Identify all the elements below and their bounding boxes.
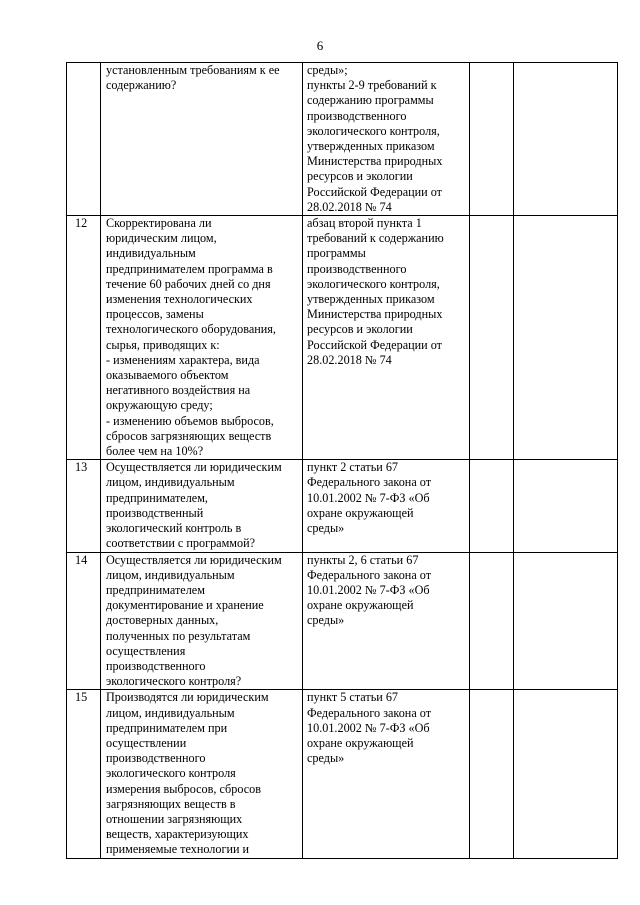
legal-reference-cell [303, 552, 470, 690]
question-cell-line: документирование и хранение [106, 598, 264, 613]
legal-reference-cell-line: Российской Федерации от [307, 337, 442, 352]
legal-reference-cell-line: ресурсов и экологии [307, 322, 413, 337]
question-cell-line: веществ, характеризующих [106, 827, 249, 842]
question-cell-line: оказываемого объектом [106, 368, 229, 383]
legal-reference-cell-line: Российской Федерации от [307, 184, 442, 199]
answer-cell [470, 552, 514, 690]
note-cell [514, 63, 618, 216]
question-cell [101, 690, 303, 858]
question-cell-line: технологического оборудования, [106, 322, 276, 337]
answer-cell [470, 216, 514, 460]
legal-reference-cell-line: программы [307, 246, 366, 261]
question-cell-line: отношении загрязняющих [106, 811, 243, 826]
question-cell-line: соответствии с программой? [106, 536, 256, 551]
row-number-cell: 14 [67, 552, 101, 690]
question-cell-line: лицом, индивидуальным [106, 705, 235, 720]
question-cell-line: производственный [106, 505, 204, 520]
question-cell [101, 216, 303, 460]
legal-reference-cell-line: 28.02.2018 № 74 [307, 199, 392, 214]
legal-reference-cell-line: производственного [307, 108, 407, 123]
answer-cell [470, 690, 514, 858]
row-number-cell [67, 63, 101, 216]
row-number-cell: 13 [67, 460, 101, 552]
legal-reference-cell-line: ресурсов и экологии [307, 169, 413, 184]
legal-reference-cell-line: утвержденных приказом [307, 139, 435, 154]
legal-reference-cell-line: требований к содержанию [307, 231, 444, 246]
question-cell-line: - изменениям характера, вида [106, 352, 260, 367]
question-cell [101, 63, 303, 216]
question-cell-line: лицом, индивидуальным [106, 567, 235, 582]
question-cell [101, 460, 303, 552]
question-cell-line: производственного [106, 751, 206, 766]
question-cell-line: Скорректирована ли [106, 216, 212, 231]
question-cell-line: установленным требованиям к ее [106, 63, 280, 77]
legal-reference-cell-line: экологического контроля, [307, 123, 440, 138]
question-cell-line: Осуществляется ли юридическим [106, 552, 282, 567]
legal-reference-cell-line: пункт 2 статьи 67 [307, 460, 399, 475]
question-cell-line: сбросов загрязняющих веществ [106, 428, 272, 443]
legal-reference-cell-line: охране окружающей [307, 505, 414, 520]
legal-reference-cell-line: пункты 2, 6 статьи 67 [307, 552, 419, 567]
question-cell-line: измерения выбросов, сбросов [106, 781, 261, 796]
legal-reference-cell-line: Федерального закона от [307, 567, 432, 582]
question-cell-line: Осуществляется ли юридическим [106, 460, 282, 475]
question-cell-line: юридическим лицом, [106, 231, 217, 246]
table-row [67, 460, 618, 552]
table-row [67, 63, 618, 216]
question-cell-line: сырья, приводящих к: [106, 337, 220, 352]
question-cell-line: предпринимателем, [106, 490, 208, 505]
legal-reference-cell-line: производственного [307, 261, 407, 276]
question-cell-line: процессов, замены [106, 307, 204, 322]
legal-reference-cell-line: пункт 5 статьи 67 [307, 690, 399, 705]
question-cell-line: изменения технологических [106, 292, 253, 307]
legal-reference-cell-line: содержанию программы [307, 93, 434, 108]
checklist-table [66, 62, 618, 859]
legal-reference-cell-line: экологического контроля, [307, 276, 440, 291]
note-cell [514, 460, 618, 552]
question-cell-line: предпринимателем [106, 582, 205, 597]
legal-reference-cell-line: Федерального закона от [307, 705, 432, 720]
table-row [67, 690, 618, 858]
legal-reference-cell-line: Министерства природных [307, 307, 443, 322]
question-cell-line: полученных по результатам [106, 628, 251, 643]
legal-reference-cell-line: охране окружающей [307, 598, 414, 613]
legal-reference-cell-line: утвержденных приказом [307, 292, 435, 307]
legal-reference-cell-line: среды» [307, 613, 345, 628]
legal-reference-cell-line: абзац второй пункта 1 [307, 216, 422, 231]
question-cell-line: экологического контроля? [106, 674, 242, 689]
legal-reference-cell [303, 63, 470, 216]
legal-reference-cell [303, 690, 470, 858]
legal-reference-cell-line: среды» [307, 751, 345, 766]
question-cell-line: индивидуальным [106, 246, 196, 261]
note-cell [514, 552, 618, 690]
legal-reference-cell [303, 460, 470, 552]
question-cell-line: Производятся ли юридическим [106, 690, 269, 705]
question-cell-line: производственного [106, 658, 206, 673]
note-cell [514, 690, 618, 858]
legal-reference-cell-line: 10.01.2002 № 7-ФЗ «Об [307, 582, 430, 597]
question-cell [101, 552, 303, 690]
question-cell-line: предпринимателем программа в [106, 261, 273, 276]
note-cell [514, 216, 618, 460]
legal-reference-cell-line: 28.02.2018 № 74 [307, 352, 392, 367]
legal-reference-cell-line: охране окружающей [307, 735, 414, 750]
row-number-cell: 15 [67, 690, 101, 858]
question-cell-line: экологический контроль в [106, 521, 242, 536]
table-row [67, 216, 618, 460]
answer-cell [470, 63, 514, 216]
question-cell-line: негативного воздействия на [106, 383, 251, 398]
question-cell-line: - изменению объемов выбросов, [106, 413, 274, 428]
question-cell-line: содержанию? [106, 78, 177, 93]
legal-reference-cell-line: среды» [307, 521, 345, 536]
answer-cell [470, 460, 514, 552]
question-cell-line: лицом, индивидуальным [106, 475, 235, 490]
row-number-cell: 12 [67, 216, 101, 460]
legal-reference-cell-line: 10.01.2002 № 7-ФЗ «Об [307, 490, 430, 505]
legal-reference-cell-line: пункты 2-9 требований к [307, 78, 437, 93]
legal-reference-cell-line: 10.01.2002 № 7-ФЗ «Об [307, 720, 430, 735]
question-cell-line: экологического контроля [106, 766, 236, 781]
question-cell-line: более чем на 10%? [106, 444, 204, 459]
question-cell-line: осуществления [106, 643, 186, 658]
page-number: 6 [316, 38, 324, 53]
legal-reference-cell [303, 216, 470, 460]
question-cell-line: окружающую среду; [106, 398, 213, 413]
legal-reference-cell-line: среды»; [307, 63, 348, 77]
question-cell-line: достоверных данных, [106, 613, 219, 628]
table-row [67, 552, 618, 690]
question-cell-line: загрязняющих веществ в [106, 796, 236, 811]
legal-reference-cell-line: Федерального закона от [307, 475, 432, 490]
question-cell-line: течение 60 рабочих дней со дня [106, 276, 271, 291]
legal-reference-cell-line: Министерства природных [307, 154, 443, 169]
question-cell-line: осуществлении [106, 735, 187, 750]
question-cell-line: предпринимателем при [106, 720, 228, 735]
question-cell-line: применяемые технологии и [106, 842, 250, 857]
